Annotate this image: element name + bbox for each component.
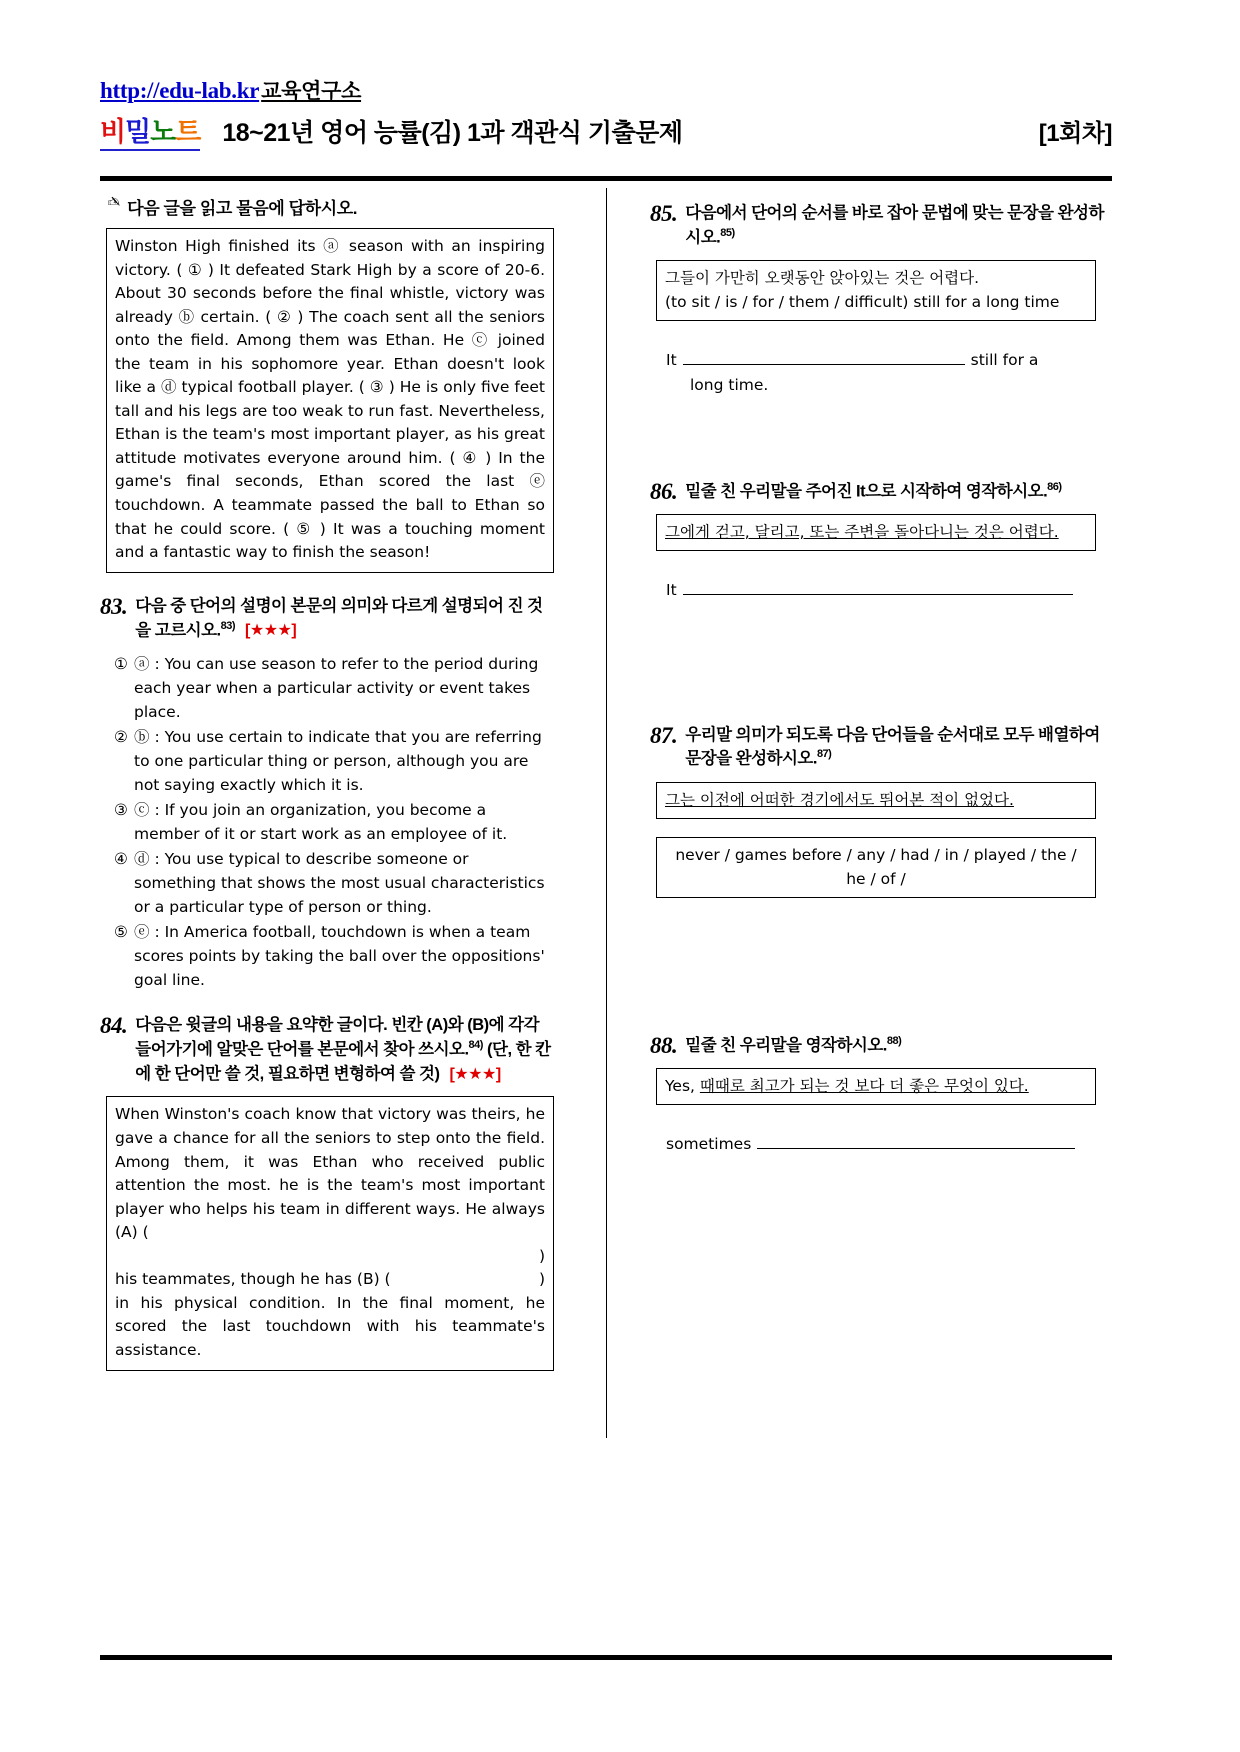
brand-char-1: 비 bbox=[100, 117, 126, 148]
pencil-icon: ✍ bbox=[108, 194, 121, 211]
question-84-prompt-tail: (단, 한 칸에 한 단어만 쓸 것, 필요하면 변형하여 쓸 것) bbox=[135, 1040, 551, 1083]
choice-5-body bbox=[134, 920, 552, 992]
question-86-answer-line[interactable] bbox=[666, 577, 1112, 603]
question-84 bbox=[100, 1014, 552, 1370]
choice-4-text: : You use typical to describe someone or something that shows the most usual characteristics or a particular type of person or thing. bbox=[134, 850, 545, 917]
question-87-prompt-box bbox=[656, 782, 1096, 819]
choice-5-marker: ⑤ bbox=[114, 923, 128, 942]
question-86-korean: 그에게 걷고, 달리고, 또는 주변을 돌아다니는 것은 어렵다. bbox=[665, 523, 1059, 542]
choice-5[interactable] bbox=[114, 920, 552, 992]
question-84-number: 84. bbox=[100, 1013, 128, 1039]
question-86-prompt-it: It bbox=[855, 482, 866, 501]
summary-part-4: ) bbox=[538, 1270, 545, 1289]
question-84-prompt bbox=[135, 1014, 552, 1086]
question-83-difficulty: [★★★] bbox=[245, 622, 297, 640]
question-86-prompt bbox=[685, 480, 1112, 504]
question-83-choices bbox=[114, 652, 552, 992]
question-85-words: (to sit / is / for / them / difficult) still for a long time bbox=[665, 293, 1060, 312]
question-88-answer-blank[interactable] bbox=[757, 1134, 1075, 1149]
question-88-footnote: 88) bbox=[886, 1034, 902, 1047]
choice-1-body bbox=[134, 652, 552, 724]
brand-char-3: 노 bbox=[150, 117, 176, 148]
question-87-words-box bbox=[656, 837, 1096, 898]
question-83-prompt-text: 다음 중 단어의 설명이 본문의 의미와 다르게 설명되어 진 것을 고르시오. bbox=[135, 596, 543, 640]
question-88-korean-line bbox=[665, 1074, 1087, 1098]
question-86-number: 86. bbox=[650, 478, 678, 504]
choice-5-text: : In America football, touchdown is when a team scores points by taking the ball over the oppositions' goal line. bbox=[134, 923, 545, 990]
choice-4-body bbox=[134, 847, 552, 919]
summary-part-3-text: his teammates, though he has (B) ( bbox=[115, 1270, 391, 1289]
question-86-footnote: 86) bbox=[1047, 480, 1062, 493]
choice-3-letter: ⓒ bbox=[134, 801, 150, 820]
choice-2-marker: ② bbox=[114, 728, 128, 747]
question-87-prompt-text: 우리말 의미가 되도록 다음 단어들을 순서대로 모두 배열하여 문장을 완성하시오. bbox=[685, 725, 1100, 768]
question-83-prompt bbox=[135, 595, 552, 643]
choice-3-marker: ③ bbox=[114, 801, 128, 820]
question-88-head bbox=[650, 1034, 1112, 1058]
choice-1[interactable] bbox=[114, 652, 552, 724]
summary-part-5: in his physical condition. In the final moment, he scored the last touchdown with his teammate's assistance. bbox=[115, 1293, 545, 1359]
column-divider bbox=[606, 188, 607, 1438]
question-87-number: 87. bbox=[650, 722, 678, 748]
page-header bbox=[100, 78, 1112, 151]
site-line bbox=[100, 78, 1112, 103]
choice-2-text: : You use certain to indicate that you are referring to one particular thing or person, although you are not saying exactly which it is. bbox=[134, 728, 542, 795]
summary-part-3 bbox=[115, 1268, 545, 1292]
choice-1-marker: ① bbox=[114, 655, 128, 673]
question-86-prompt-box bbox=[656, 514, 1096, 551]
question-86-prompt-b: 으로 시작하여 영작하시오. bbox=[865, 482, 1048, 501]
question-87-words: never / games before / any / had / in / played / the / he / of / bbox=[675, 845, 1077, 888]
question-88 bbox=[650, 1034, 1112, 1158]
choice-4-marker: ④ bbox=[114, 850, 128, 869]
page-title: 18~21년 영어 능률(김) 1과 객관식 기출문제 bbox=[222, 119, 683, 148]
question-86-answer-blank[interactable] bbox=[683, 580, 1073, 595]
brand-char-2: 밀 bbox=[125, 117, 151, 148]
question-85-footnote: 85) bbox=[720, 226, 735, 239]
question-88-korean-lead: Yes, bbox=[665, 1077, 695, 1096]
question-85-prompt-box bbox=[656, 260, 1096, 321]
question-85-prompt bbox=[685, 202, 1112, 250]
reading-directive bbox=[108, 194, 552, 219]
choice-2-letter: ⓑ bbox=[134, 728, 150, 747]
choice-5-letter: ⓔ bbox=[134, 923, 150, 942]
question-87-head bbox=[650, 724, 1112, 772]
site-url-link[interactable]: http://edu-lab.kr bbox=[100, 78, 260, 103]
question-85-head bbox=[650, 202, 1112, 250]
question-85-answer-tail: still for a bbox=[970, 351, 1039, 370]
question-84-head bbox=[100, 1014, 552, 1086]
column-divider-wrap bbox=[562, 188, 650, 1643]
reading-passage-text: Winston High finished its ⓐ season with an inspiring victory. ( ① ) It defeated Stark High by a score of 20-6. About 30 seconds before the final whistle, victory was already ⓑ certain. ( ② ) The coach sent all the seniors onto the field. Among them was Ethan. He ⓒ joined the team in his sophomore year. Ethan doesn't look like a ⓓ typical football player. ( ③ ) He is only five feet tall and his legs are too weak to run fast. Nevertheless, Ethan is the team's most important player, as his great attitude motivates everyone around him. ( ④ ) In the game's final seconds, Ethan scored the last ⓔ touchdown. A teammate passed the ball to Ethan so that he could score. ( ⑤ ) It was a touching moment and a fantastic way to finish the season! bbox=[115, 237, 545, 562]
question-88-number: 88. bbox=[650, 1032, 678, 1058]
site-org-name: 교육연구소 bbox=[261, 80, 362, 103]
right-column bbox=[650, 188, 1112, 1643]
choice-1-letter: ⓐ bbox=[134, 655, 150, 673]
brand-logo bbox=[100, 110, 200, 151]
question-85-answer-line[interactable] bbox=[666, 347, 1112, 373]
summary-part-1: When Winston's coach know that victory was theirs, he gave a chance for all the seniors to step onto the field. Among them, it was Ethan who received public attention the most. he is the team's most important player who helps his team in different ways. He always (A) ( bbox=[115, 1105, 545, 1242]
header-rule bbox=[100, 176, 1112, 181]
round-label: [1회차] bbox=[1038, 120, 1112, 148]
question-83-number: 83. bbox=[100, 593, 128, 619]
choice-3-body bbox=[134, 798, 552, 846]
question-84-difficulty: [★★★] bbox=[449, 1065, 501, 1083]
question-88-prompt-text: 밑줄 친 우리말을 영작하시오. bbox=[685, 1036, 887, 1055]
choice-3-text: : If you join an organization, you become a member of it or start work as an employee of it. bbox=[134, 801, 508, 844]
footer-rule bbox=[100, 1655, 1112, 1660]
title-row bbox=[100, 110, 1112, 151]
reading-directive-text: 다음 글을 읽고 물음에 답하시오. bbox=[127, 199, 358, 218]
question-85-answer-lead: It bbox=[666, 351, 677, 370]
choice-1-text: : You can use season to refer to the period during each year when a particular activity or event takes place. bbox=[134, 655, 539, 722]
brand-char-4: 트 bbox=[175, 117, 201, 148]
question-83-footnote: 83) bbox=[220, 619, 236, 632]
question-87-footnote: 87) bbox=[816, 748, 832, 761]
question-88-prompt-box bbox=[656, 1068, 1096, 1105]
question-86-answer-lead: It bbox=[666, 581, 677, 600]
left-column bbox=[100, 188, 562, 1643]
question-83 bbox=[100, 595, 552, 993]
question-85-prompt-text: 다음에서 단어의 순서를 바로 잡아 문법에 맞는 문장을 완성하시오. bbox=[685, 204, 1104, 247]
question-85-number: 85. bbox=[650, 201, 678, 226]
question-87-prompt bbox=[685, 724, 1112, 772]
question-85-answer-line2: long time. bbox=[690, 375, 769, 394]
question-88-prompt bbox=[685, 1034, 1112, 1058]
question-86-head bbox=[650, 480, 1112, 504]
question-88-answer-lead: sometimes bbox=[666, 1135, 752, 1154]
question-88-answer-line[interactable] bbox=[666, 1131, 1112, 1157]
question-84-footnote: 84) bbox=[468, 1039, 483, 1052]
content-columns bbox=[100, 188, 1112, 1643]
choice-4[interactable] bbox=[114, 847, 552, 919]
summary-box bbox=[106, 1096, 554, 1370]
choice-4-letter: ⓓ bbox=[134, 850, 150, 869]
question-87-korean: 그는 이전에 어떠한 경기에서도 뛰어본 적이 없었다. bbox=[665, 790, 1014, 809]
question-85-korean: 그들이 가만히 오랫동안 앉아있는 것은 어렵다. bbox=[665, 269, 980, 288]
question-87 bbox=[650, 724, 1112, 898]
question-85-answer-blank[interactable] bbox=[683, 350, 965, 365]
choice-2-body bbox=[134, 725, 552, 797]
question-86-prompt-a: 밑줄 친 우리말을 주어진 bbox=[685, 482, 856, 501]
choice-2[interactable] bbox=[114, 725, 552, 797]
question-85 bbox=[650, 202, 1112, 394]
choice-3[interactable] bbox=[114, 798, 552, 846]
summary-part-2: ) bbox=[538, 1246, 545, 1265]
question-88-korean: 때때로 최고가 되는 것 보다 더 좋은 무엇이 있다. bbox=[699, 1077, 1029, 1096]
question-84-prompt-text: 다음은 윗글의 내용을 요약한 글이다. 빈칸 (A)와 (B)에 각각 들어가기에 알맞은 단어를 본문에서 찾아 쓰시오. bbox=[135, 1016, 540, 1059]
reading-passage-box bbox=[106, 228, 554, 573]
question-86 bbox=[650, 480, 1112, 604]
question-83-head bbox=[100, 595, 552, 643]
